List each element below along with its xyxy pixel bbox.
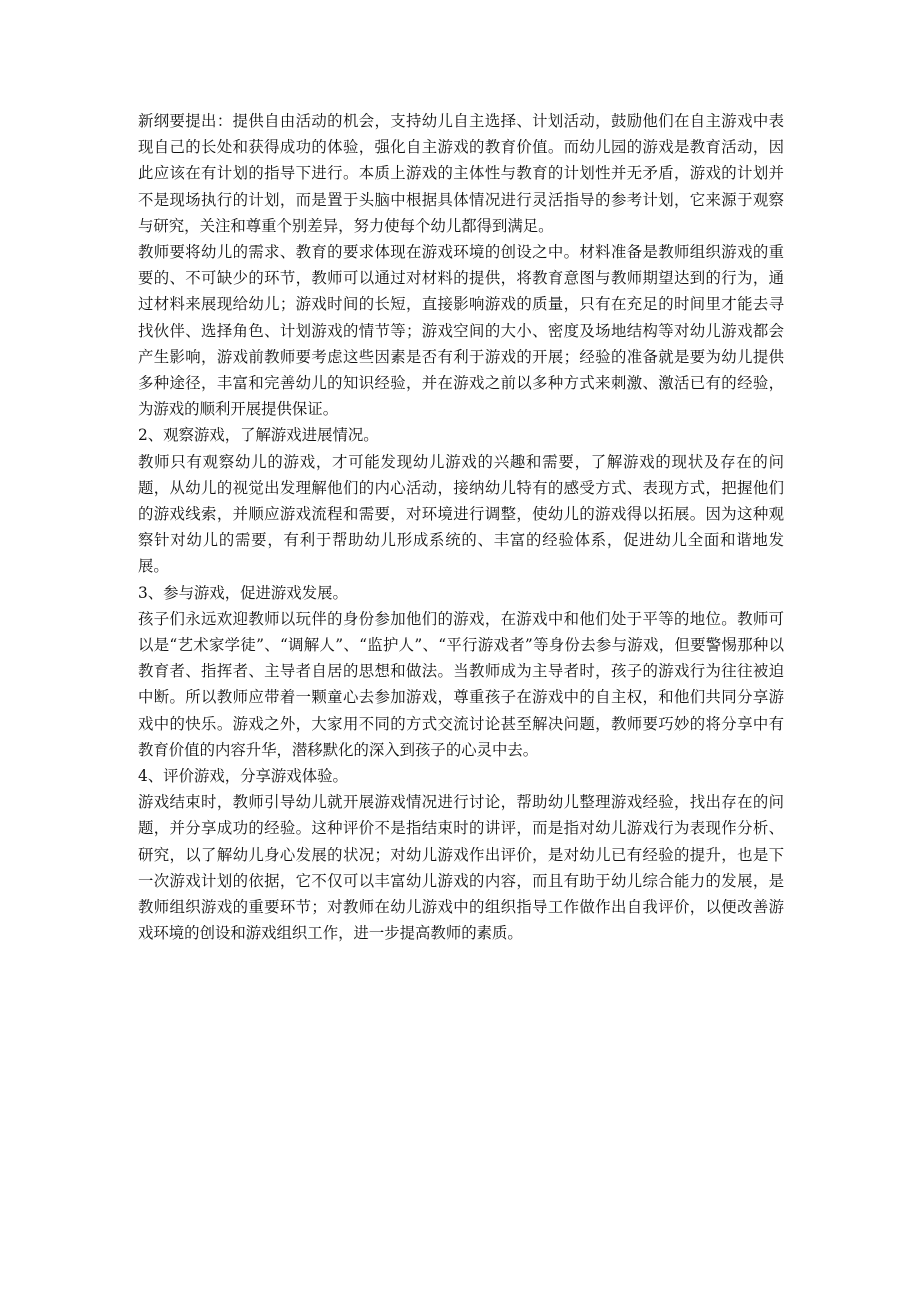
section-heading-observe: 2、观察游戏，了解游戏进展情况。 — [138, 426, 379, 445]
paragraph-intro: 新纲要提出：提供自由活动的机会，支持幼儿自主选择、计划活动，鼓励他们在自主游戏中表现自己的长处和获得成功的体验，强化自主游戏的教育价值。而幼儿园的游戏是教育活动，因此应该在有计划的指导下进行。本质上游戏的主体性与教育的计划性并无矛盾，游戏的计划并不是现场执行的计划，而是置于头脑中根据具体情况进行灵活指导的参考计划，它来源于观察与研究，关注和尊重个别差异，努力使每个幼儿都得到满足。 — [138, 112, 784, 235]
paragraph-participate: 孩子们永远欢迎教师以玩伴的身份参加他们的游戏，在游戏中和他们处于平等的地位。教师可以是“艺术家学徒”、“调解人”、“监护人”、“平行游戏者”等身份去参与游戏，但要警惕那种以教育者、指挥者、主导者自居的思想和做法。当教师成为主导者时，孩子的游戏行为往往被迫中断。所以教师应带着一颗童心去参加游戏，尊重孩子在游戏中的自主权，和他们共同分享游戏中的快乐。游戏之外，大家用不同的方式交流讨论甚至解决问题，教师要巧妙的将分享中有教育价值的内容升华，潜移默化的深入到孩子的心灵中去。 — [138, 609, 784, 759]
paragraph-observe: 教师只有观察幼儿的游戏，才可能发现幼儿游戏的兴趣和需要，了解游戏的现状及存在的问题，从幼儿的视觉出发理解他们的内心活动，接纳幼儿特有的感受方式、表现方式，把握他们的游戏线索，并顺应游戏流程和需要，对环境进行调整，使幼儿的游戏得以拓展。因为这种观察针对幼儿的需要，有利于帮助幼儿形成系统的、丰富的经验体系，促进幼儿全面和谐地发展。 — [138, 452, 784, 576]
section-heading-participate: 3、参与游戏，促进游戏发展。 — [138, 583, 348, 602]
document-body — [138, 108, 784, 947]
paragraph-environment: 教师要将幼儿的需求、教育的要求体现在游戏环境的创设之中。材料准备是教师组织游戏的重要的、不可缺少的环节，教师可以通过对材料的提供，将教育意图与教师期望达到的行为，通过材料来展现给幼儿；游戏时间的长短，直接影响游戏的质量，只有在充足的时间里才能去寻找伙伴、选择角色、计划游戏的情节等；游戏空间的大小、密度及场地结构等对幼儿游戏都会产生影响，游戏前教师要考虑这些因素是否有利于游戏的开展；经验的准备就是要为幼儿提供多种途径，丰富和完善幼儿的知识经验，并在游戏之前以多种方式来刺激、激活已有的经验，为游戏的顺利开展提供保证。 — [138, 243, 784, 419]
paragraph-evaluate: 游戏结束时，教师引导幼儿就开展游戏情况进行讨论，帮助幼儿整理游戏经验，找出存在的问题，并分享成功的经验。这种评价不是指结束时的讲评，而是指对幼儿游戏行为表现作分析、研究，以了解幼儿身心发展的状况；对幼儿游戏作出评价，是对幼儿已有经验的提升，也是下一次游戏计划的依据，它不仅可以丰富幼儿游戏的内容，而且有助于幼儿综合能力的发展，是教师组织游戏的重要环节；对教师在幼儿游戏中的组织指导工作做作出自我评价，以便改善游戏环境的创设和游戏组织工作，进一步提高教师的素质。 — [138, 793, 784, 943]
section-heading-evaluate: 4、评价游戏，分享游戏体验。 — [138, 767, 348, 786]
